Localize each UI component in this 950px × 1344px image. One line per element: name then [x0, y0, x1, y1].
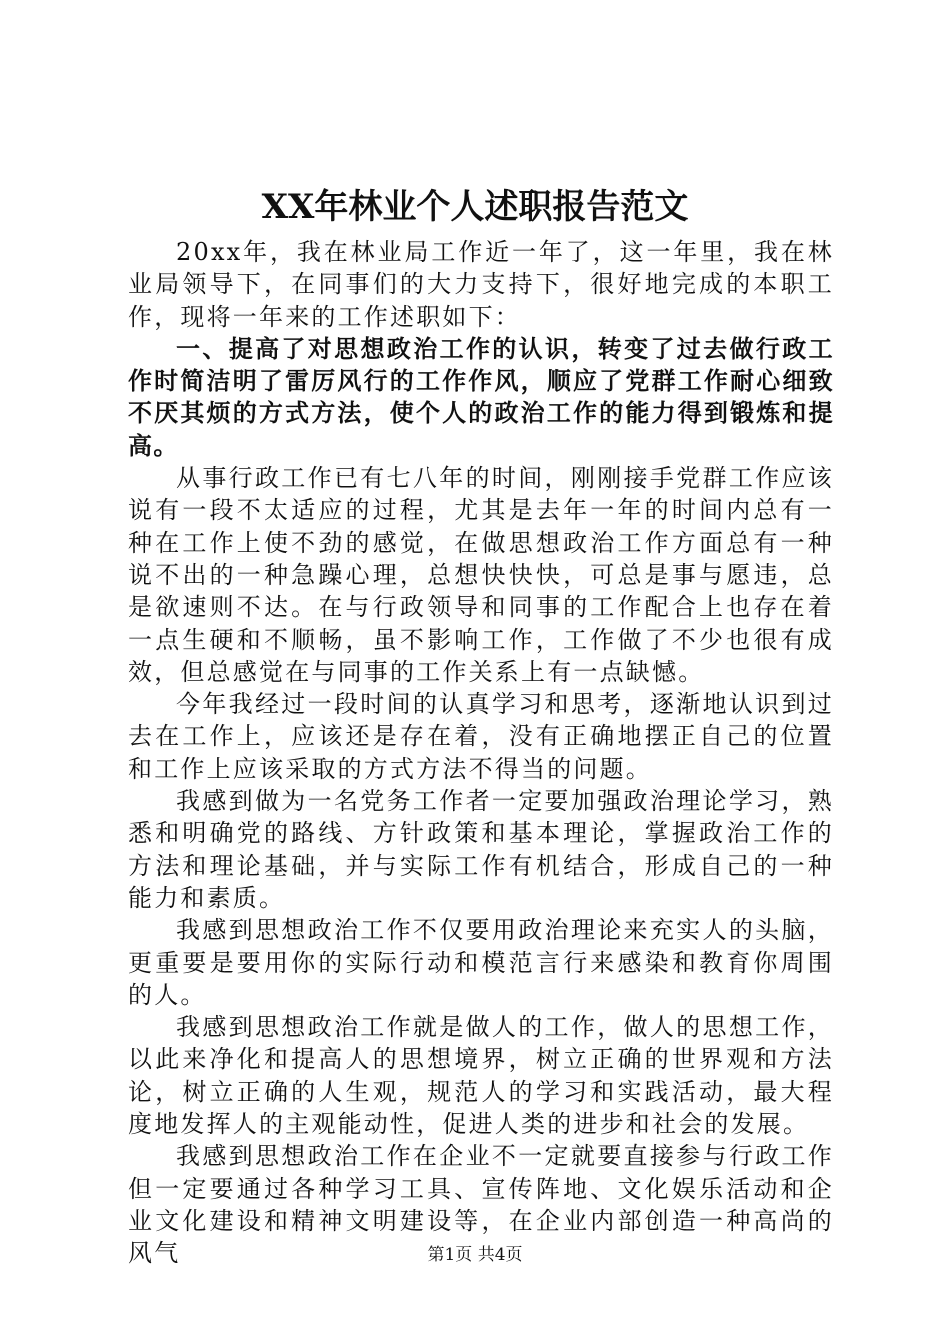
- paragraph: 我感到思想政治工作就是做人的工作，做人的思想工作，以此来净化和提高人的思想境界，树立正确的世界观和方法论，树立正确的人生观，规范人的学习和实践活动，最大程度地发挥人的主观能动性，促进人类的进步和社会的发展。: [128, 1013, 834, 1139]
- document-body: [128, 236, 834, 1270]
- paragraph: 我感到思想政治工作不仅要用政治理论来充实人的头脑，更重要是要用你的实际行动和模范言行来感染和教育你周围的人。: [128, 916, 834, 1009]
- paragraph-heading-1: 一、提高了对思想政治工作的认识，转变了过去做行政工作时简洁明了雷厉风行的工作作风，顺应了党群工作耐心细致不厌其烦的方式方法，使个人的政治工作的能力得到锻炼和提高。: [128, 333, 834, 460]
- paragraph: 我感到做为一名党务工作者一定要加强政治理论学习，熟悉和明确党的路线、方针政策和基本理论，掌握政治工作的方法和理论基础，并与实际工作有机结合，形成自己的一种能力和素质。: [128, 787, 834, 912]
- document-title: XX年林业个人述职报告范文: [261, 187, 689, 227]
- paragraph-intro: 20xx年，我在林业局工作近一年了，这一年里，我在林业局领导下，在同事们的大力支持下，很好地完成的本职工作，现将一年来的工作述职如下：: [128, 238, 834, 331]
- page-footer: [0, 1243, 950, 1267]
- paragraph: 从事行政工作已有七八年的时间，刚刚接手党群工作应该说有一段不太适应的过程，尤其是去年一年的时间内总有一种在工作上使不劲的感觉，在做思想政治工作方面总有一种说不出的一种急躁心理，总想快快快，可总是事与愿违，总是欲速则不达。在与行政领导和同事的工作配合上也存在着一点生硬和不顺畅，虽不影响工作，工作做了不少也很有成效，但总感觉在与同事的工作关系上有一点缺憾。: [128, 464, 834, 686]
- paragraph: 今年我经过一段时间的认真学习和思考，逐渐地认识到过去在工作上，应该还是存在着，没有正确地摆正自己的位置和工作上应该采取的方式方法不得当的问题。: [128, 690, 834, 783]
- paragraph: 我感到思想政治工作在企业不一定就要直接参与行政工作但一定要通过各种学习工具、宣传阵地、文化娱乐活动和企业文化建设和精神文明建设等，在企业内部创造一种高尚的风气: [128, 1142, 834, 1268]
- page-number-label: 第1页 共4页: [427, 1245, 523, 1265]
